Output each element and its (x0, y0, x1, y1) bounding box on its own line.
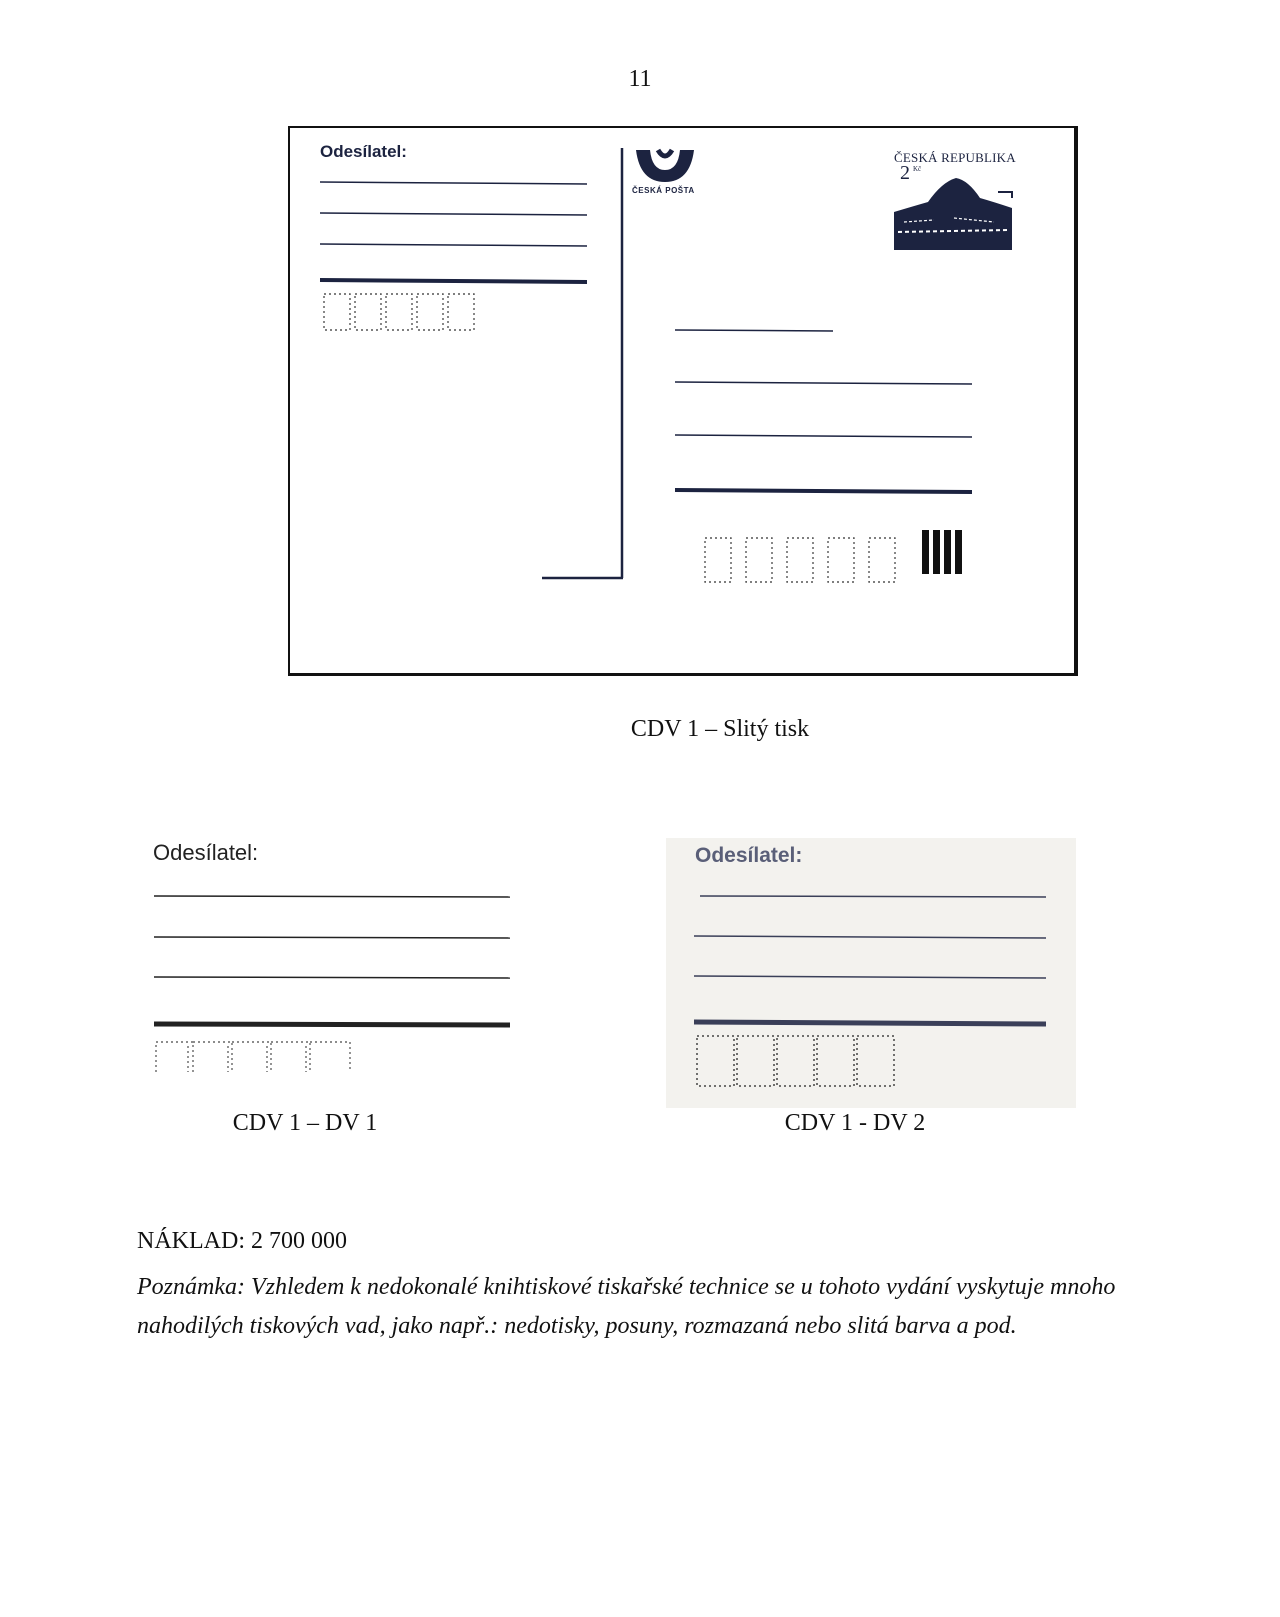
sender-label-dv2: Odesílatel: (695, 844, 803, 867)
caption-dv1: CDV 1 – DV 1 (232, 1110, 378, 1136)
detail-dv2 (666, 838, 1076, 1108)
print-run: NÁKLAD: 2 700 000 (137, 1228, 347, 1254)
postcard-main (288, 126, 1078, 676)
barcode-mark-icon (922, 530, 964, 576)
note-paragraph: Poznámka: Vzhledem k nedokonalé knihtiskové tiskařské technice se u tohoto vydání vyskytuje mnoho nahodilých tiskových vad, jako např.: nedotisky, posuny, rozmazaná nebo slitá barva a pod. (137, 1274, 1116, 1339)
detail-dv1 (150, 840, 520, 1090)
sender-label: Odesílatel: (320, 142, 407, 161)
stamp-currency: Kč (913, 165, 922, 173)
caption-dv2: CDV 1 - DV 2 (784, 1110, 926, 1136)
caption-main: CDV 1 – Slitý tisk (630, 716, 810, 742)
stamp-mountain-image-icon (894, 172, 1014, 250)
posthorn-logo-icon (630, 144, 700, 192)
sender-label-dv1: Odesílatel: (153, 840, 259, 865)
post-name: ČESKÁ POŠTA (632, 186, 695, 195)
dv2-lines (666, 838, 1076, 1108)
stamp-value: 2 (900, 162, 910, 184)
page-number: 11 (628, 66, 652, 92)
dv1-lines (150, 840, 520, 1090)
stamp-country: ČESKÁ REPUBLIKA (894, 150, 1016, 165)
